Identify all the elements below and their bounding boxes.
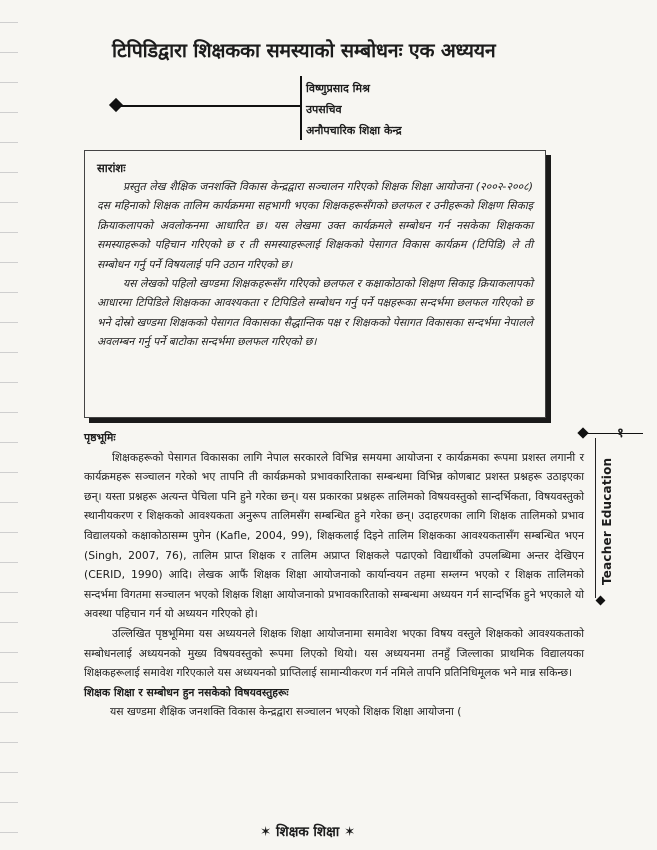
page-number-rule <box>583 433 643 434</box>
abstract-paragraph: प्रस्तुत लेख शैक्षिक जनशक्ति विकास केन्द्रद्वारा सञ्चालन गरिएको शिक्षक शिक्षा आयोजना (२००२-२००८) दस महिनाको शिक्षक तालिम कार्यक्रममा सहभागी भएका शिक्षकहरूसँगको छलफल र उनीहरूको शिक्षण सिकाइ क्रियाकलापको अवलोकनमा आधारित छ। यस लेखमा उक्त कार्यक्रमले सम्बोधन गर्न नसकेका शिक्षकका समस्याहरूको पहिचान गरिएको छ र ती समस्याहरूलाई शिक्षकको पेसागत विकास कार्यक्रम (टिपिडि) ले ती सम्बोधन गर्नु पर्ने विषयलाई पनि उठान गरिएको छ। <box>97 180 533 271</box>
author-office: अनौपचारिक शिक्षा केन्द्र <box>306 124 402 137</box>
page-binding-edge <box>0 0 18 850</box>
body-paragraph: शिक्षकहरूको पेसागत विकासका लागि नेपाल सरकारले विभिन्न समयमा आयोजना र कार्यक्रमका रूपमा प्रशस्त लगानी र कार्यक्रमहरू सञ्चालन गरेको भए तापनि ती कार्यक्रमको प्रभावकारिताका सम्बन्धमा विभिन्न कोणबाट प्रशस्त प्रश्नहरू उठाइएका छन्। यस्ता प्रश्नहरू अत्यन्त पेचिला पनि हुने गरेका छन्। यस प्रकारका प्रश्नहरू तालिमको विषयवस्तुको सान्दर्भिकता, विषयवस्तुको स्थानीयकरण र शिक्षकको आवश्यकता अनुरूप तालिमसँग सम्बन्धित हुने गरेका छन्। उदाहरणका लागि शिक्षक तालिमको प्रभाव विद्यालयको कक्षाकोठासम्म पुगेन (Kafle, 2004, 99), शिक्षकलाई दिइने तालिम शिक्षकका आवश्यकतासँग सम्बन्धित भएन (Singh, 2007, 76), तालिम प्राप्त शिक्षक र तालिम अप्राप्त शिक्षकले पढाएको विद्यार्थीको उपलब्धिमा अन्तर देखिएन (CERID, 1990) आदि। लेखक आफैं शिक्षक शिक्षा आयोजनाको कार्यान्वयन तहमा सम्लग्न भएको र शिक्षक तालिमको सन्दर्भमा विगतमा सञ्चालन भएको शिक्षक शिक्षा आयोजनाको प्रभावकारिताको सम्बन्धमा अध्ययन गर्न सान्दर्भिक हुने भएकाले यो अवस्था पहिचान गर्न यो अध्ययन गरिएको हो। <box>84 450 584 621</box>
author-block <box>306 78 402 141</box>
article-title: टिपिडिद्वारा शिक्षकका समस्याको सम्बोधनः एक अध्ययन <box>112 39 496 62</box>
abstract-paragraph: यस लेखको पहिलो खण्डमा शिक्षकहरूसँग गरिएको छलफल र कक्षाकोठाको शिक्षण सिकाइ क्रियाकलापको आधारमा टिपिडिले शिक्षकका आवश्यकता र टिपिडिले सम्बोधन गर्नु पर्ने पक्षहरूका सन्दर्भमा छलफल गरिएको छ भने दोस्रो खण्डमा शिक्षकको पेसागत विकासका सैद्धान्तिक पक्ष र शिक्षकको पेसागत विकासका सन्दर्भमा नेपालले अवलम्बन गर्नु पर्ने बाटोका सन्दर्भमा छलफल गरिएको छ। <box>97 277 533 349</box>
author-position: उपसचिव <box>306 103 342 116</box>
abstract-box <box>84 150 546 418</box>
diamond-ornament-icon <box>596 596 606 606</box>
author-divider-line <box>120 105 300 107</box>
body-paragraph: उल्लिखित पृष्ठभूमिमा यस अध्ययनले शिक्षक शिक्षा आयोजनामा समावेश भएका विषय वस्तुले शिक्षकको आवश्यकताको सम्बोधनलाई अध्ययनको मुख्य विषयवस्तुको रूपमा लिएको थियो। यस अध्ययनमा तनहुँ जिल्लाका प्राथमिक विद्यालयका शिक्षकहरूलाई समावेश गरिएकाले यस अध्ययनको प्राप्तिलाई सामान्यीकरण गर्न नमिले तापनि प्रतिनिधिमूलक भने मान्न सकिन्छ। <box>84 626 584 680</box>
author-vertical-rule <box>300 76 302 140</box>
article-body <box>84 428 584 722</box>
abstract-heading: सारांशः <box>97 161 126 175</box>
journal-footer: ✶ शिक्षक शिक्षा ✶ <box>260 824 356 840</box>
page-number: १ <box>617 426 624 441</box>
section-heading-background: पृष्ठभूमिः <box>84 431 116 444</box>
author-name: विष्णुप्रसाद मिश्र <box>306 82 370 95</box>
sidebar-vertical-rule <box>595 438 596 598</box>
body-paragraph: यस खण्डमा शैक्षिक जनशक्ति विकास केन्द्रद्वारा सञ्चालन भएको शिक्षक शिक्षा आयोजना ( <box>110 705 462 719</box>
section-heading-issues: शिक्षक शिक्षा र सम्बोधन हुन नसकेको विषयवस्तुहरूः <box>84 685 289 699</box>
journal-name: Teacher Education <box>600 457 614 585</box>
